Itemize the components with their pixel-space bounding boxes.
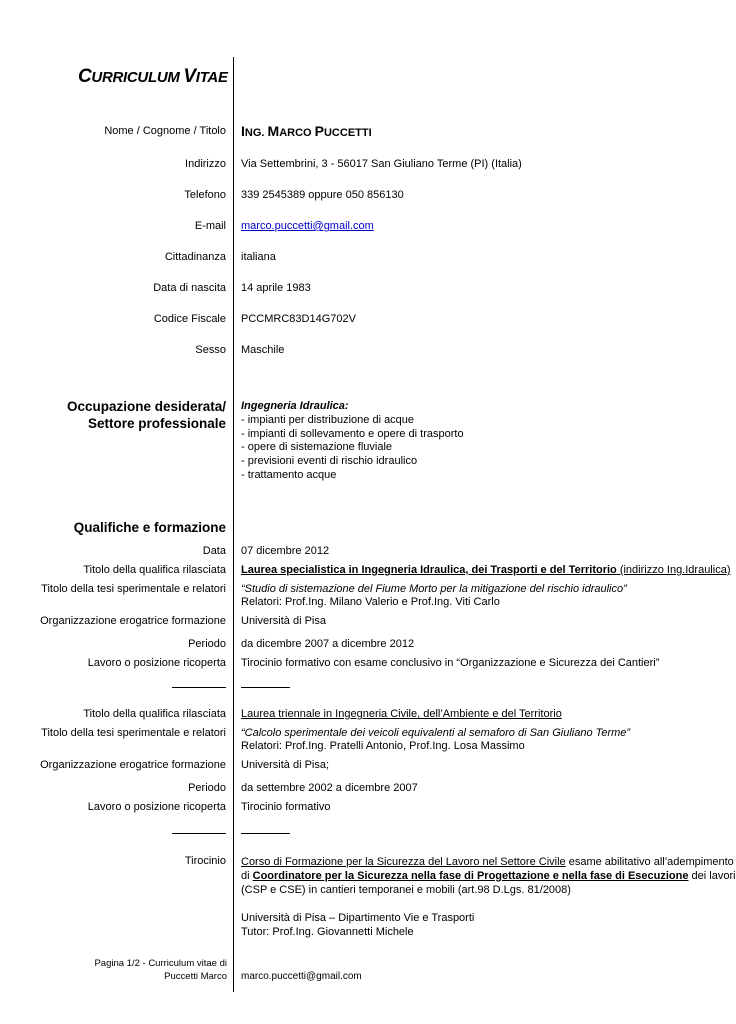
title-value: Laurea triennale in Ingegneria Civile, dell’Ambiente e del Territorio [241,708,562,720]
date-value: 07 dicembre 2012 [241,545,330,557]
full-name: ING. MARCO PUCCETTI [241,123,372,139]
org-value: Università di Pisa; [241,759,330,771]
occupation-details [241,400,464,483]
birth-label: Data di nascita [153,282,226,294]
separator-left [172,687,226,688]
name-label: Nome / Cognome / Titolo [104,125,226,137]
job-label: Lavoro o posizione ricoperta [87,801,226,813]
page-title: CURRICULUM VITAE [78,66,228,87]
phone-value: 339 2545389 oppure 050 856130 [241,189,404,201]
email-label: E-mail [194,220,226,232]
list-item: - impianti per distribuzione di acque [241,413,415,426]
period-label: Periodo [188,638,226,650]
list-item: - trattamento acque [241,468,337,481]
org-label: Organizzazione erogatrice formazione [40,615,226,627]
title-value: Laurea specialistica in Ingegneria Idraulica, dei Trasporti e del Territorio (indirizzo Ing.Idraulica) [241,564,731,576]
tax-label: Codice Fiscale [153,313,226,325]
date-label: Data [202,545,226,557]
internship-details: Corso di Formazione per la Sicurezza del Lavoro nel Settore Civile esame abilitativo all’adempimento di Coordinatore per la Sicurezza nella fase di Progettazione e nella fase di Esecuzione dei lavori (CSP e CSE) in cantieri temporanei e mobili (art.98 D.Lgs. 81/2008) Università di Pisa – Dipartimento Vie e Trasporti Tutor: Prof.Ing. Giovannetti Michele [241,856,736,938]
list-item: - opere di sistemazione fluviale [241,441,393,454]
address-label: Indirizzo [185,158,226,170]
phone-label: Telefono [184,189,226,201]
footer-page-info: Pagina 1/2 - Curriculum vitae di Puccetti Marco [94,958,227,982]
citizenship-value: italiana [241,251,276,263]
sex-value: Maschile [241,344,285,356]
period-label: Periodo [188,782,226,794]
sex-label: Sesso [195,344,226,356]
tax-value: PCCMRC83D14G702V [241,313,356,325]
birth-value: 14 aprile 1983 [241,282,311,294]
footer-email: marco.puccetti@gmail.com [241,971,362,982]
title-label: Titolo della qualifica rilasciata [83,708,226,720]
list-item: - impianti di sollevamento e opere di trasporto [241,427,464,440]
thesis-label: Titolo della tesi sperimentale e relatori [41,583,226,595]
thesis-label: Titolo della tesi sperimentale e relatori [41,727,226,739]
internship-label: Tirocinio [184,855,226,867]
title-label: Titolo della qualifica rilasciata [83,564,226,576]
footer-divider [233,955,234,985]
org-label: Organizzazione erogatrice formazione [40,759,226,771]
occupation-heading: Ingegneria Idraulica: [241,400,349,412]
job-label: Lavoro o posizione ricoperta [87,657,226,669]
address-value: Via Settembrini, 3 - 56017 San Giuliano Terme (PI) (Italia) [241,158,522,170]
list-item: - previsioni eventi di rischio idraulico [241,455,418,468]
column-divider [233,57,234,992]
citizenship-label: Cittadinanza [164,251,226,263]
thesis-value: “Studio di sistemazione del Fiume Morto per la mitigazione del rischio idraulico” Relatori: Prof.Ing. Milano Valerio e Prof.Ing. Viti Carlo [241,583,627,608]
education-heading: Qualifiche e formazione [73,520,226,535]
period-value: da dicembre 2007 a dicembre 2012 [241,638,415,650]
thesis-value: “Calcolo sperimentale dei veicoli equivalenti al semaforo di San Giuliano Terme” Relatori: Prof.Ing. Pratelli Antonio, Prof.Ing. Losa Massimo [241,727,631,752]
job-value: Tirocinio formativo con esame conclusivo in “Organizzazione e Sicurezza dei Cantieri” [241,657,660,669]
email-link[interactable]: marco.puccetti@gmail.com [241,220,374,232]
separator-left [172,833,226,834]
period-value: da settembre 2002 a dicembre 2007 [241,782,418,794]
job-value: Tirocinio formativo [241,801,331,813]
occupation-label: Occupazione desiderata/ Settore professionale [66,399,226,431]
separator-right [241,833,290,834]
org-value: Università di Pisa [241,615,326,627]
separator-right [241,687,290,688]
